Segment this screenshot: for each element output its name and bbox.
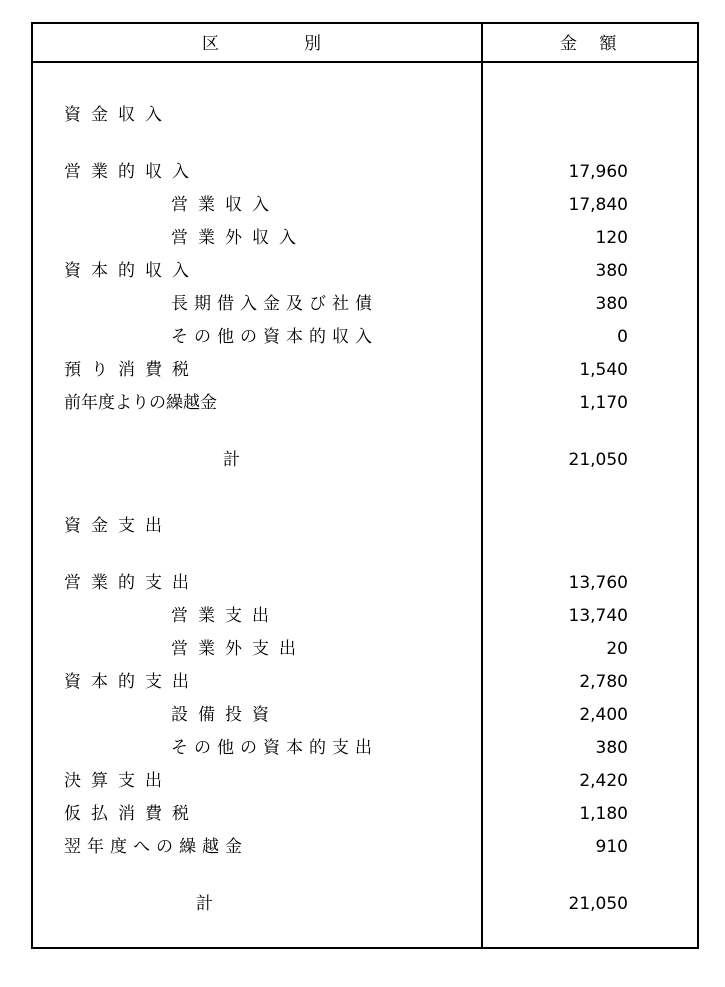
row-label: 資本的支出	[64, 672, 199, 692]
total-value: 21,050	[568, 450, 628, 470]
total-label: 計	[223, 450, 240, 470]
table-row	[33, 227, 697, 249]
row-label: 営業的収入	[64, 162, 199, 182]
row-value: 910	[595, 837, 628, 857]
row-label: その他の資本的収入	[171, 327, 378, 347]
row-value: 0	[617, 327, 628, 347]
table-row	[33, 638, 697, 660]
section-heading-label: 資金支出	[64, 516, 172, 536]
row-value: 17,840	[568, 195, 628, 215]
table-row	[33, 770, 697, 792]
row-label: 前年度よりの繰越金	[64, 393, 217, 413]
table-row	[33, 194, 697, 216]
row-label: 営業的支出	[64, 573, 199, 593]
table-row	[33, 704, 697, 726]
table-row	[33, 260, 697, 282]
table-row	[33, 572, 697, 594]
total-label: 計	[196, 894, 213, 914]
section-heading-receipts	[33, 104, 697, 126]
total-row-payments	[33, 893, 697, 915]
table-row	[33, 392, 697, 414]
row-label: 資本的収入	[64, 261, 199, 281]
row-label: 営業外支出	[171, 639, 306, 659]
row-value: 380	[595, 261, 628, 281]
table-row	[33, 605, 697, 627]
row-label: 設備投資	[171, 705, 279, 725]
row-value: 13,760	[568, 573, 628, 593]
total-row-receipts	[33, 449, 697, 471]
row-value: 2,780	[579, 672, 628, 692]
table-row	[33, 359, 697, 381]
row-value: 13,740	[568, 606, 628, 626]
total-value: 21,050	[568, 894, 628, 914]
row-label: 預り消費税	[64, 360, 199, 380]
header-category: 区 別	[202, 34, 321, 54]
header-divider	[31, 61, 699, 63]
row-value: 2,420	[579, 771, 628, 791]
table-row	[33, 293, 697, 315]
row-value: 1,170	[579, 393, 628, 413]
row-label: 仮払消費税	[64, 804, 199, 824]
row-label: 営業収入	[171, 195, 279, 215]
row-value: 17,960	[568, 162, 628, 182]
table-row	[33, 161, 697, 183]
row-value: 120	[595, 228, 628, 248]
table-row	[33, 671, 697, 693]
row-value: 1,540	[579, 360, 628, 380]
section-heading-label: 資金収入	[64, 105, 172, 125]
table-row	[33, 737, 697, 759]
section-heading-payments	[33, 515, 697, 537]
row-label: 営業支出	[171, 606, 279, 626]
row-value: 2,400	[579, 705, 628, 725]
table-row	[33, 326, 697, 348]
table-row	[33, 803, 697, 825]
row-label: 翌年度への繰越金	[64, 837, 248, 857]
row-label: 決算支出	[64, 771, 172, 791]
row-value: 380	[595, 294, 628, 314]
row-label: 長期借入金及び社債	[171, 294, 378, 314]
row-value: 20	[606, 639, 628, 659]
header-amount: 金 額	[560, 34, 617, 54]
row-value: 1,180	[579, 804, 628, 824]
row-label: 営業外収入	[171, 228, 306, 248]
row-label: その他の資本的支出	[171, 738, 378, 758]
row-value: 380	[595, 738, 628, 758]
table-row	[33, 836, 697, 858]
